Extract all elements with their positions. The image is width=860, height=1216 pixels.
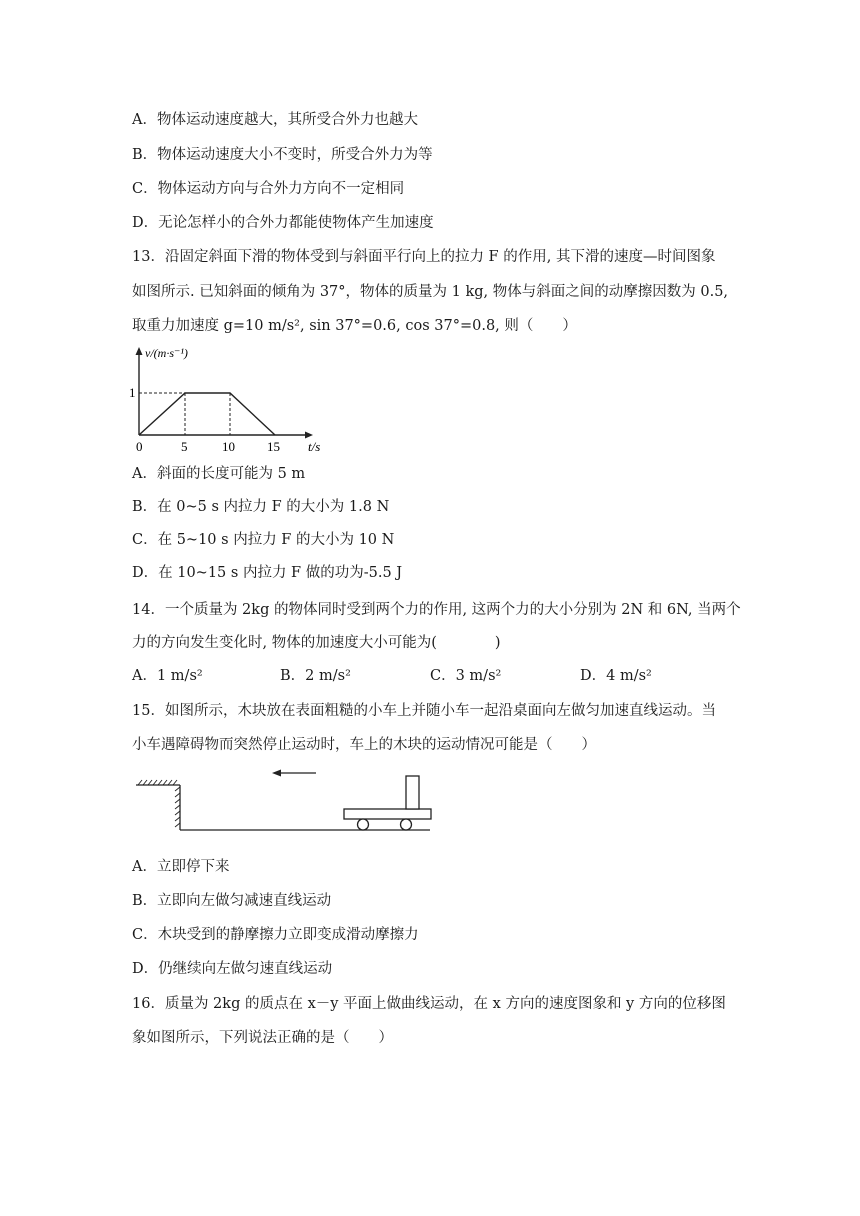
y-axis-label: v/(m·s⁻¹) (145, 346, 188, 360)
q15-option-c: C．木块受到的静摩擦力立即变成滑动摩擦力 (132, 927, 419, 943)
q13-option-c: C．在 5~10 s 内拉力 F 的大小为 10 N (132, 532, 395, 548)
q16-stem-line-1: 16．质量为 2kg 的质点在 x－y 平面上做曲线运动，在 x 方向的速度图象和 y 方向的位移图 (132, 996, 726, 1012)
x-tick-15: 15 (267, 439, 280, 454)
cart-wheel-right (401, 819, 412, 830)
cart-wheel-left (358, 819, 369, 830)
q15-option-b: B．立即向左做匀减速直线运动 (132, 893, 332, 909)
y-tick-1: 1 (129, 385, 136, 400)
y-axis-arrow (136, 347, 143, 355)
cart-body (344, 809, 431, 819)
x-axis-label: t/s (308, 439, 321, 454)
x-tick-10: 10 (222, 439, 235, 454)
q12-option-d: D．无论怎样小的合外力都能使物体产生加速度 (132, 215, 434, 231)
q13-stem-line-2: 如图所示. 已知斜面的倾角为 37°，物体的质量为 1 kg, 物体与斜面之间的动摩擦因数为 0.5, (132, 284, 729, 300)
q14-stem-line-2: 力的方向发生变化时, 物体的加速度大小可能为( ) (132, 635, 501, 651)
wooden-block (406, 776, 419, 809)
q14-option-c: C．3 m/s² (430, 668, 502, 684)
q14-option-b: B．2 m/s² (280, 668, 351, 684)
q14-option-a: A．1 m/s² (132, 668, 203, 684)
q16-stem-line-2: 象如图所示，下列说法正确的是（ ） (132, 1030, 393, 1046)
motion-arrow-head (272, 770, 281, 777)
q14-stem-line-1: 14．一个质量为 2kg 的物体同时受到两个力的作用, 这两个力的大小分别为 2N 和 6N, 当两个 (132, 602, 741, 618)
q13-option-d: D．在 10~15 s 内拉力 F 做的功为-5.5 J (132, 565, 403, 581)
q12-option-b: B．物体运动速度大小不变时，所受合外力为等 (132, 147, 433, 163)
q13-option-b: B．在 0~5 s 内拉力 F 的大小为 1.8 N (132, 499, 390, 515)
velocity-curve (139, 393, 275, 435)
q15-stem-line-2: 小车遇障碍物而突然停止运动时，车上的木块的运动情况可能是（ ） (132, 737, 596, 753)
q13-velocity-time-graph (120, 340, 340, 458)
q13-stem-line-1: 13．沿固定斜面下滑的物体受到与斜面平行向上的拉力 F 的作用, 其下滑的速度—时间图象 (132, 249, 716, 265)
q14-option-d: D．4 m/s² (580, 668, 652, 684)
q13-option-a: A．斜面的长度可能为 5 m (132, 466, 306, 482)
q15-option-d: D．仍继续向左做匀速直线运动 (132, 961, 333, 977)
q13-stem-line-3: 取重力加速度 g=10 m/s², sin 37°=0.6, cos 37°=0.8, 则（ ） (132, 318, 577, 334)
q15-stem-line-1: 15．如图所示，木块放在表面粗糙的小车上并随小车一起沿桌面向左做匀加速直线运动。当 (132, 703, 716, 719)
x-tick-5: 5 (181, 439, 188, 454)
q12-option-a: A．物体运动速度越大，其所受合外力也越大 (132, 112, 418, 128)
x-axis-arrow (305, 432, 313, 439)
q12-option-c: C．物体运动方向与合外力方向不一定相同 (132, 181, 405, 197)
q15-option-a: A．立即停下来 (132, 859, 230, 875)
wall-hatching (175, 787, 180, 827)
q15-cart-diagram (130, 765, 440, 837)
ledge-hatching (138, 780, 177, 785)
x-tick-0: 0 (136, 439, 143, 454)
